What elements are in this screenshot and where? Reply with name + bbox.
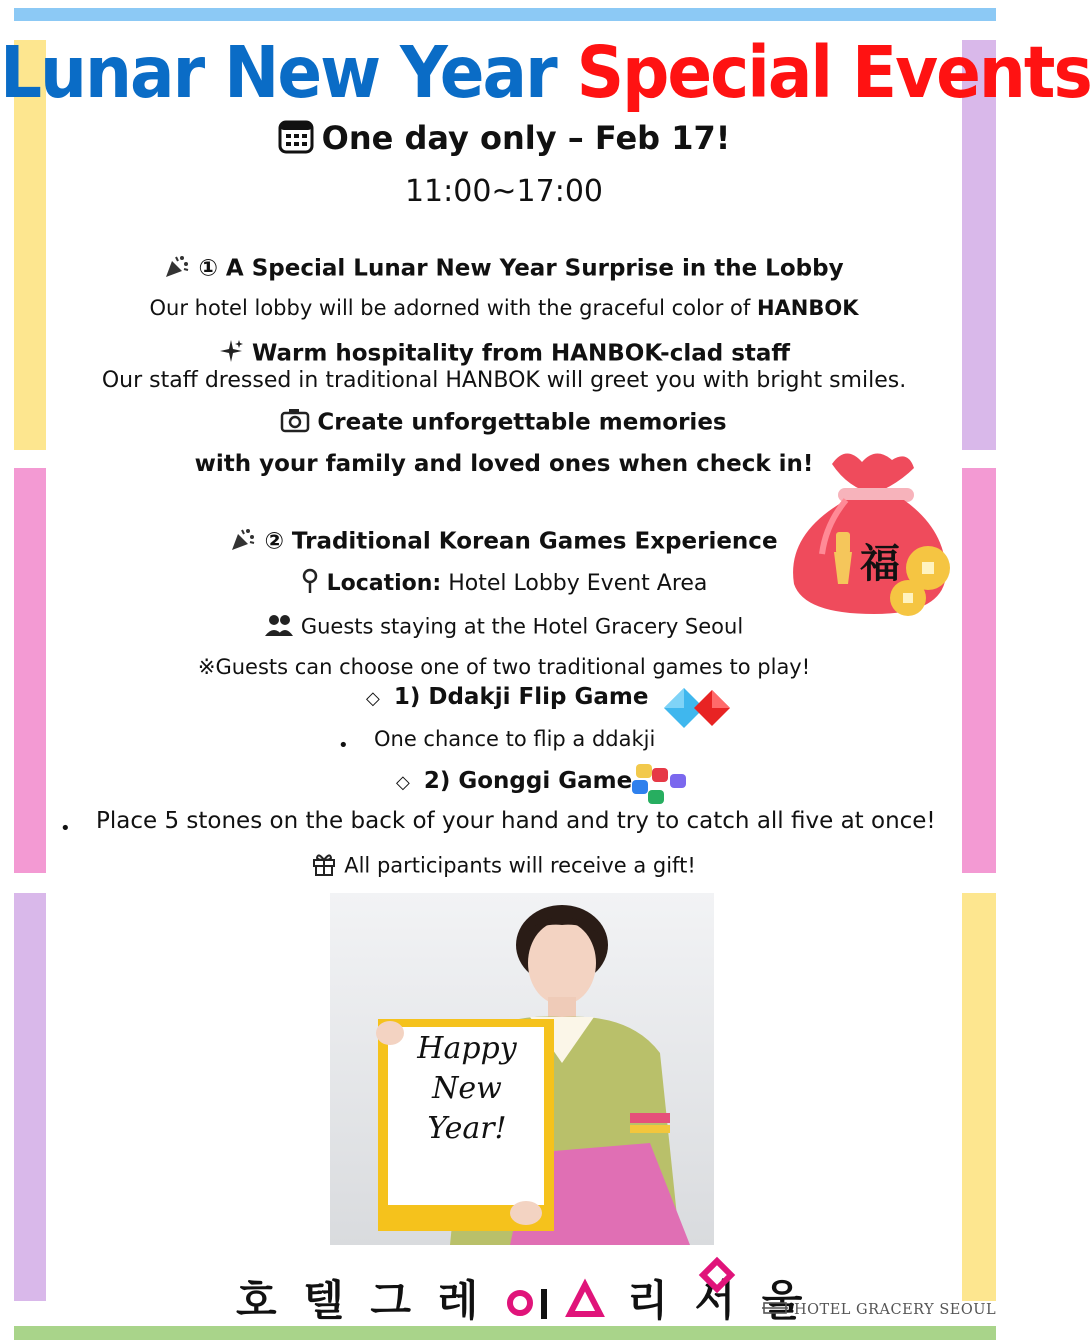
game2-desc: Place 5 stones on the back of your hand and try to catch all five at once!: [96, 808, 936, 834]
left-bar-lavender: [14, 893, 46, 1301]
section1-subheading: Warm hospitality from HANBOK-clad staff: [251, 340, 791, 367]
gift-text: All participants will receive a gift!: [344, 853, 696, 878]
line1-text: Our hotel lobby will be adorned with the graceful color of: [149, 296, 757, 320]
sign-line3: Year!: [427, 1111, 507, 1146]
game2-bullet: •: [60, 818, 71, 839]
location-label: Location:: [326, 571, 442, 596]
sign-text: [392, 1029, 542, 1149]
triangle-symbol-icon: [567, 1279, 603, 1328]
section1-line4: with your family and loved ones when check in!: [194, 451, 814, 477]
game1-bullet: •: [338, 735, 349, 756]
games-note: ※Guests can choose one of two traditional games to play!: [197, 655, 811, 679]
title-part2: Special Events: [576, 30, 1091, 115]
lucky-bag-icon: [786, 444, 956, 620]
game2-line: [396, 768, 632, 794]
section1-line3: Create unforgettable memories: [317, 409, 727, 436]
page-title: [0, 30, 1091, 115]
pin-icon: [301, 568, 319, 600]
section1-heading-line: [0, 253, 1008, 285]
hanbok-photo: [330, 893, 714, 1245]
gift-icon: [312, 852, 336, 881]
camera-icon: [281, 408, 309, 438]
game1-marker: ◇: [366, 688, 380, 709]
sparkles-icon: [218, 338, 244, 370]
circle-symbol-icon: [505, 1279, 535, 1328]
top-color-bar: [14, 8, 996, 21]
bottom-color-bar: [14, 1326, 996, 1340]
gift-line: [0, 852, 1008, 881]
location-value: Hotel Lobby Event Area: [441, 571, 708, 596]
game2-title: 2) Gonggi Game: [423, 768, 633, 794]
sign-line2: New: [432, 1071, 502, 1106]
footer-kr-part2: 리 서 울: [606, 1276, 809, 1325]
hotel-brand-name: HOTEL GRACERY SEOUL: [794, 1302, 997, 1318]
section1-line1: [0, 296, 1008, 320]
gonggi-stones-icon: [630, 762, 694, 814]
title-part1: Lunar New Year: [0, 30, 556, 115]
event-time: 11:00~17:00: [404, 174, 604, 209]
diamond-symbol-icon: [700, 1258, 734, 1296]
section1-subheading-line: [0, 338, 1008, 370]
sign-line1: Happy: [417, 1031, 517, 1066]
footer-kr-part1: 호 텔 그 레: [236, 1276, 505, 1325]
guests-text: Guests staying at the Hotel Gracery Seoul: [300, 614, 744, 639]
line1-hanbok: HANBOK: [756, 296, 859, 320]
party-popper-icon: [230, 526, 256, 558]
game1-title: 1) Ddakji Flip Game: [393, 684, 649, 710]
people-icon: [265, 614, 293, 641]
hotel-logo-icon: [762, 1300, 788, 1320]
hotel-brand: [762, 1300, 996, 1320]
section1-line2: Our staff dressed in traditional HANBOK will greet you with bright smiles.: [101, 368, 907, 393]
game1-desc: One chance to flip a ddakji: [374, 727, 656, 751]
game1-line: [366, 684, 648, 710]
calendar-icon: [278, 118, 314, 162]
ddakji-icon: [662, 686, 734, 734]
party-popper-icon: [164, 253, 190, 285]
section1-line3-row: [0, 408, 1008, 438]
date-line: [0, 118, 1008, 162]
date-text: One day only – Feb 17!: [321, 119, 731, 157]
bar-symbol-icon: [541, 1289, 547, 1319]
lucky-bag-glyph: 福: [860, 541, 900, 587]
right-bar-yellow: [962, 893, 996, 1301]
section2-heading: ② Traditional Korean Games Experience: [264, 528, 778, 555]
game2-marker: ◇: [396, 772, 410, 793]
section1-heading: ① A Special Lunar New Year Surprise in the Lobby: [198, 255, 844, 282]
